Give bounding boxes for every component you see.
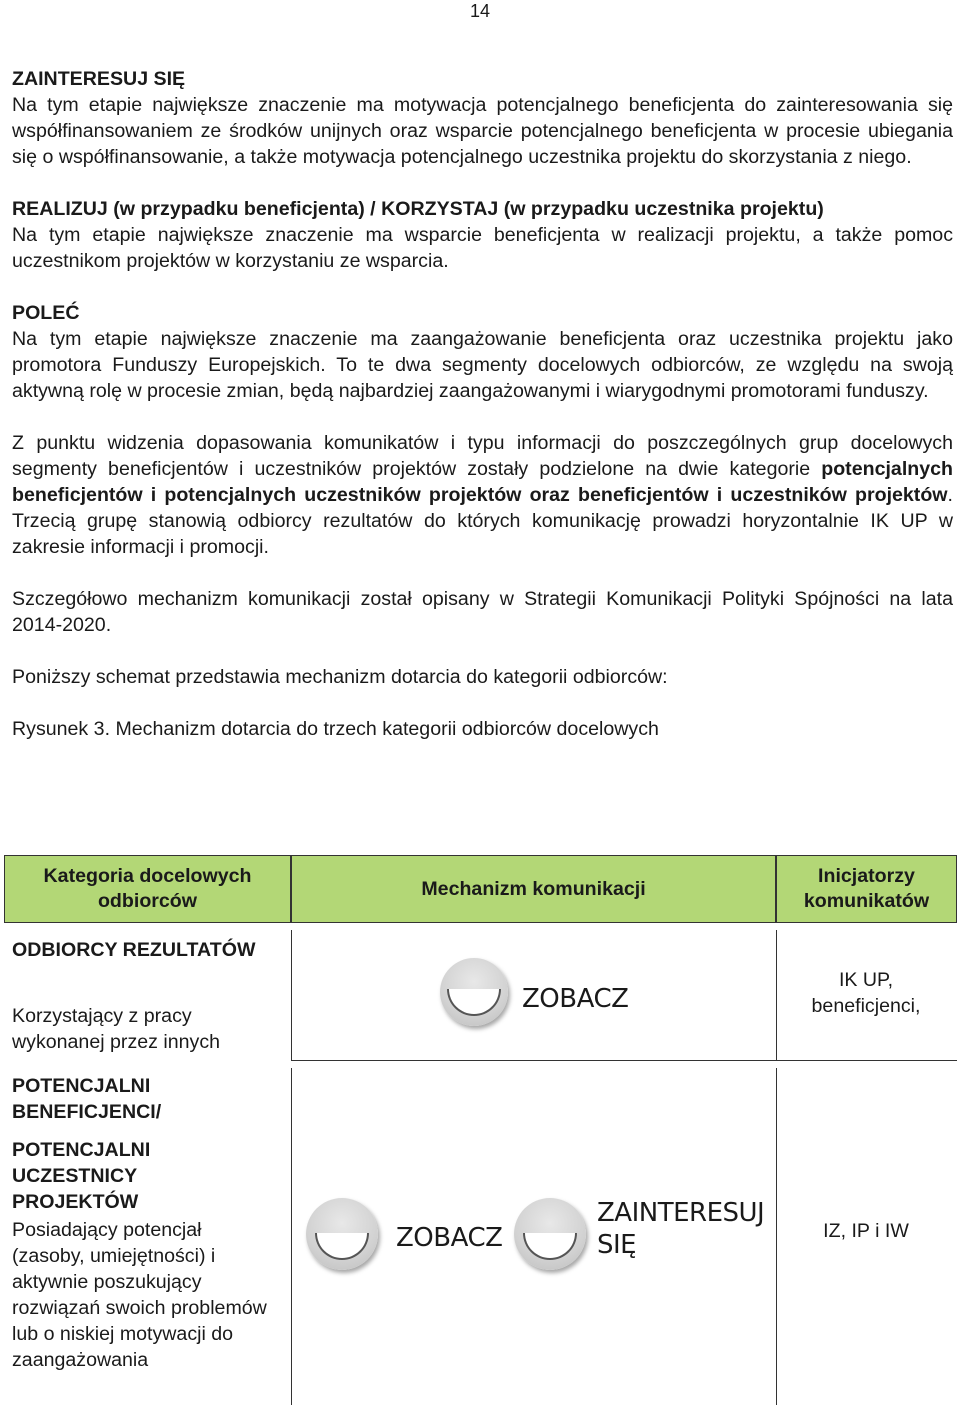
header-initiators	[776, 855, 957, 923]
communication-scheme	[0, 855, 960, 1405]
row2-stage-label-2a: ZAINTERESUJ	[597, 1198, 765, 1228]
stage-circle-icon	[440, 958, 508, 1026]
document-body	[12, 66, 953, 742]
section-heading-realizuj: REALIZUJ (w przypadku beneficjenta) / KORZYSTAJ (w przypadku uczestnika projektu)	[12, 198, 824, 220]
header-mechanism-label: Mechanizm komunikacji	[421, 877, 646, 900]
divider	[291, 1060, 957, 1061]
header-category-label: Kategoria docelowych odbiorców	[43, 865, 252, 912]
section-heading-zainteresuj: ZAINTERESUJ SIĘ	[12, 68, 186, 90]
divider	[291, 930, 292, 1060]
figure-caption: Rysunek 3. Mechanizm dotarcia do trzech kategorii odbiorców docelowych	[12, 718, 659, 740]
row1-initiators: IK UP, beneficjenci,	[811, 969, 921, 1017]
row2-category-title-2: POTENCJALNI UCZESTNICY PROJEKTÓW	[12, 1139, 151, 1213]
paragraph-categories-part2: . Trzecią grupę stanowią odbiorcy rezultatów do których komunikację prowadzi horyzontalnie IK UP w zakresie informacji i promocji.	[12, 484, 953, 558]
row2-initiators: IZ, IP i IW	[823, 1220, 909, 1242]
page-number: 14	[469, 1, 491, 21]
header-mechanism	[291, 855, 776, 923]
paragraph-scheme-intro: Poniższy schemat przedstawia mechanizm dotarcia do kategorii odbiorców:	[12, 666, 668, 688]
row2-category-title-1: POTENCJALNI BENEFICJENCI/	[12, 1075, 162, 1123]
row1-stage-label: ZOBACZ	[522, 984, 629, 1014]
divider	[291, 1068, 292, 1405]
row2-stage-label-2b: SIĘ	[597, 1230, 637, 1260]
row1-category-desc: Korzystający z pracy wykonanej przez innych	[12, 1005, 221, 1053]
section-body-polec: Na tym etapie największe znaczenie ma zaangażowanie beneficjenta oraz uczestnika projektu jako promotora Funduszy Europejskich. To te dwa segmenty docelowych odbiorców, ze względu na swoją aktywną rolę w procesie zmian, będą najbardziej zaangażowanymi i wiarygodnymi promotorami funduszy.	[12, 328, 953, 402]
stage-circle-icon	[306, 1198, 378, 1270]
divider	[776, 930, 777, 1060]
paragraph-categories-part1: Z punktu widzenia dopasowania komunikatów i typu informacji do poszczególnych grup docelowych segmenty beneficjentów i uczestników projektów zostały podzielone na dwie kategorie	[12, 432, 953, 480]
divider	[776, 1068, 777, 1405]
paragraph-categories	[12, 430, 953, 560]
section-body-realizuj: Na tym etapie największe znaczenie ma wsparcie beneficjenta w realizacji projektu, a także pomoc uczestnikom projektów w korzystaniu ze wsparcia.	[12, 224, 953, 272]
paragraph-strategy: Szczegółowo mechanizm komunikacji został opisany w Strategii Komunikacji Polityki Spójności na lata 2014-2020.	[12, 588, 953, 636]
section-heading-polec: POLEĆ	[12, 302, 80, 324]
row2-stage-label-1: ZOBACZ	[396, 1223, 503, 1253]
header-category	[4, 855, 291, 923]
section-body-zainteresuj: Na tym etapie największe znaczenie ma motywacja potencjalnego beneficjenta do zainteresowania się współfinansowaniem ze środków unijnych oraz wsparcie potencjalnego beneficjenta w procesie ubiegania się o współfinansowanie, a także motywacja potencjalnego uczestnika projektu do skorzystania z niego.	[12, 94, 953, 168]
header-initiators-label: Inicjatorzy komunikatów	[803, 865, 930, 912]
row1-category-title: ODBIORCY REZULTATÓW	[12, 939, 256, 961]
paragraph-categories-bold: potencjalnych beneficjentów i potencjalnych uczestników projektów oraz beneficjentów i uczestników projektów	[12, 458, 953, 506]
row2-category-desc: Posiadający potencjał (zasoby, umiejętności) i aktywnie poszukujący rozwiązań swoich problemów lub o niskiej motywacji do zaangażowania	[12, 1219, 267, 1371]
stage-circle-icon	[514, 1198, 586, 1270]
